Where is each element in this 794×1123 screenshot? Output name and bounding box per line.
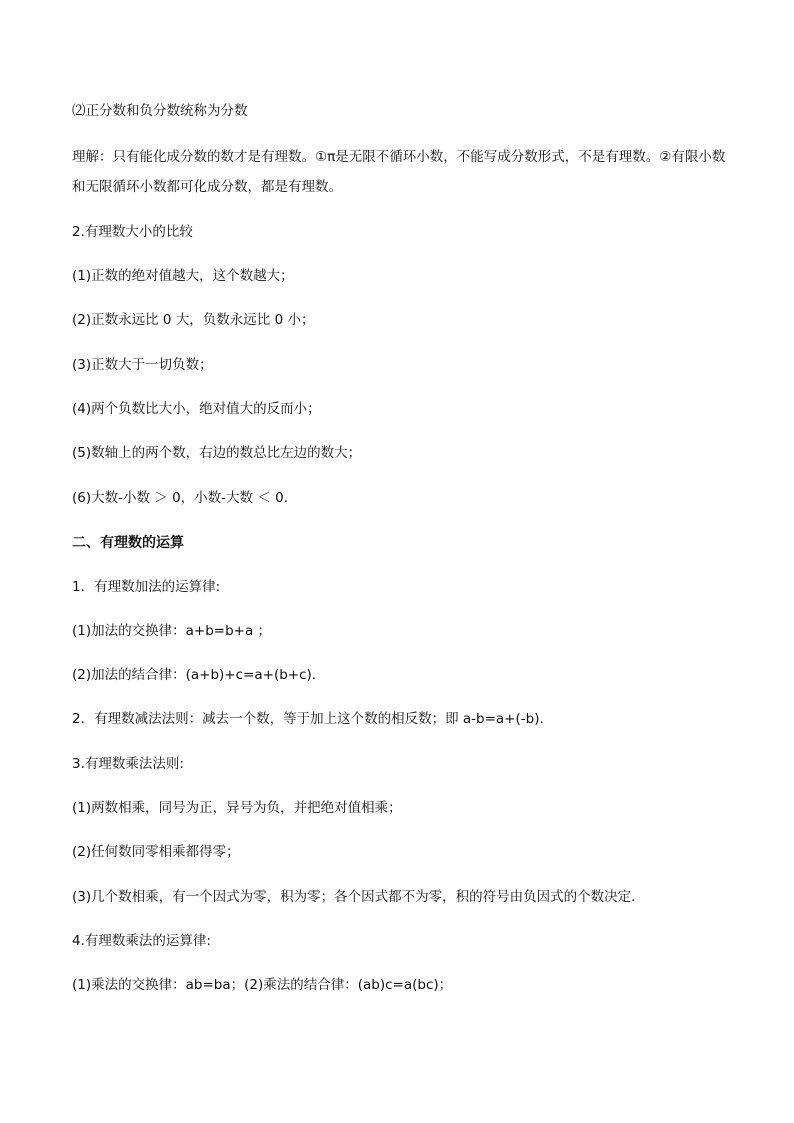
list-item-comparison-6: (6)大数-小数 ＞ 0，小数-大数 ＜ 0. [72,490,288,506]
list-item-multiplication-2: (2)任何数同零相乘都得零； [72,844,240,860]
section-heading-operations: 二、有理数的运算 [72,535,184,551]
list-item-comparison-2: (2)正数永远比 0 大，负数永远比 0 小； [72,312,315,328]
subsection-heading-addition: 1．有理数加法的运算律: [72,579,221,595]
list-item-comparison-5: (5)数轴上的两个数，右边的数总比左边的数大； [72,445,362,461]
subsection-heading-multiplication-laws: 4.有理数乘法的运算律: [72,933,211,949]
section-heading-comparison: 2.有理数大小的比较 [72,224,193,240]
subsection-heading-multiplication: 3.有理数乘法法则: [72,756,184,772]
list-item-addition-1: (1)加法的交换律：a+b=b+a ； [72,623,272,639]
list-item-multiplication-3: (3)几个数相乘，有一个因式为零，积为零；各个因式都不为零，积的符号由负因式的个数决定. [72,889,636,905]
text-paragraph-understanding: 理解：只有能化成分数的数才是有理数。①π是无限不循环小数，不能写成分数形式，不是有理数。②有限小数和无限循环小数都可化成分数，都是有理数。 [72,149,726,195]
list-item-comparison-4: (4)两个负数比大小，绝对值大的反而小； [72,401,321,417]
list-item-comparison-1: (1)正数的绝对值越大，这个数越大； [72,268,294,284]
list-item-comparison-3: (3)正数大于一切负数； [72,357,213,373]
subsection-subtraction-rule: 2．有理数减法法则：减去一个数，等于加上这个数的相反数；即 a-b=a+(-b). [72,711,544,727]
list-item-addition-2: (2)加法的结合律：(a+b)+c=a+(b+c). [72,667,317,683]
text-line-fraction-definition: ⑵正分数和负分数统称为分数 [72,103,248,119]
list-item-multiplication-laws: (1)乘法的交换律：ab=ba；(2)乘法的结合律：(ab)c=a(bc)； [72,977,453,993]
list-item-multiplication-1: (1)两数相乘，同号为正，异号为负，并把绝对值相乘； [72,800,402,816]
